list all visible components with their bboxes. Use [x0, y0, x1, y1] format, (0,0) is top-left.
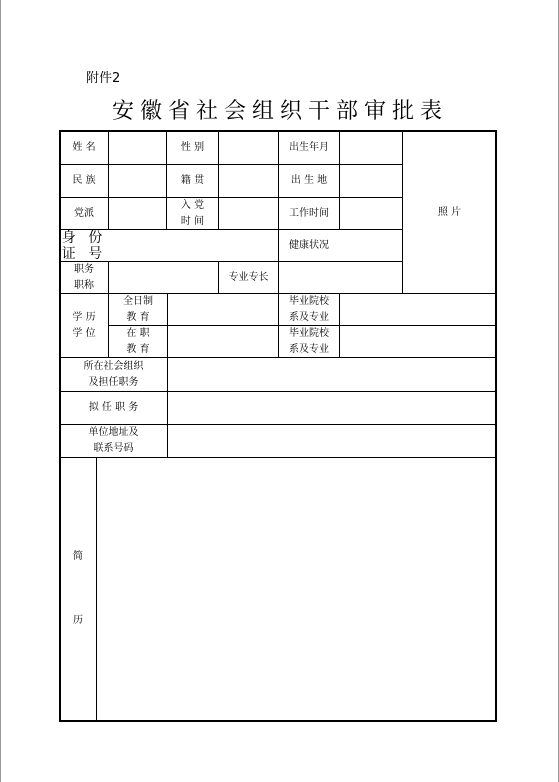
- label-specialty: 专业专长: [228, 271, 269, 283]
- page-edge-left: [0, 0, 1, 782]
- label-party: 党派: [74, 207, 94, 219]
- field-birth-date[interactable]: [340, 132, 402, 164]
- label-title-rank: 职务 职称: [74, 263, 94, 291]
- label-address-phone: 单位地址及 联系号码: [88, 427, 139, 454]
- field-graduate-school-full-time[interactable]: [340, 294, 497, 325]
- label-native-place: 籍 贯: [180, 175, 205, 186]
- label-name: 姓 名: [72, 142, 96, 153]
- field-id-number[interactable]: [109, 230, 278, 261]
- label-work-start: 工作时间: [289, 207, 329, 219]
- field-in-service-education[interactable]: [168, 326, 278, 357]
- field-proposed-post[interactable]: [168, 392, 497, 424]
- label-proposed-post: 拟 任 职 务: [88, 402, 139, 413]
- field-native-place[interactable]: [219, 165, 278, 197]
- label-ethnicity: 民 族: [72, 175, 96, 186]
- field-work-start[interactable]: [340, 198, 402, 229]
- label-full-time-education: 全日制 教 育: [123, 295, 153, 323]
- field-specialty[interactable]: [279, 262, 402, 293]
- label-resume: 简 历: [73, 551, 83, 626]
- label-graduate-school-full-time: 毕业院校 系及专业: [289, 295, 329, 323]
- label-gender: 性 别: [180, 142, 205, 153]
- label-photo: 照 片: [437, 206, 462, 218]
- field-party[interactable]: [109, 198, 166, 229]
- photo-box[interactable]: [402, 132, 497, 293]
- field-join-party-date[interactable]: [219, 198, 278, 229]
- field-gender[interactable]: [219, 132, 278, 164]
- field-ethnicity[interactable]: [109, 165, 166, 197]
- label-join-party-date: 入 党 时 间: [180, 199, 205, 227]
- label-education: 学 历 学 位: [72, 311, 96, 339]
- label-id-number: 身 份 证 号: [61, 229, 107, 262]
- field-title-rank[interactable]: [109, 262, 218, 293]
- label-graduate-school-in-service: 毕业院校 系及专业: [289, 327, 329, 355]
- label-health: 健康状况: [289, 239, 329, 251]
- field-health[interactable]: [340, 230, 402, 261]
- label-current-org: 所在社会组织 及担任职务: [83, 360, 144, 388]
- field-graduate-school-in-service[interactable]: [340, 326, 497, 357]
- field-full-time-education[interactable]: [168, 294, 278, 325]
- field-name[interactable]: [109, 132, 166, 164]
- field-resume[interactable]: [97, 458, 497, 720]
- field-address-phone[interactable]: [168, 425, 497, 457]
- label-birthplace: 出 生 地: [290, 175, 328, 186]
- label-in-service-education: 在 职 教 育: [126, 327, 150, 355]
- label-birth-date: 出生年月: [289, 142, 329, 153]
- field-birthplace[interactable]: [340, 165, 402, 197]
- form-title: 安徽省社会组织干部审批表: [111, 99, 448, 124]
- field-current-org[interactable]: [168, 358, 497, 391]
- attachment-label: 附件2: [86, 71, 121, 86]
